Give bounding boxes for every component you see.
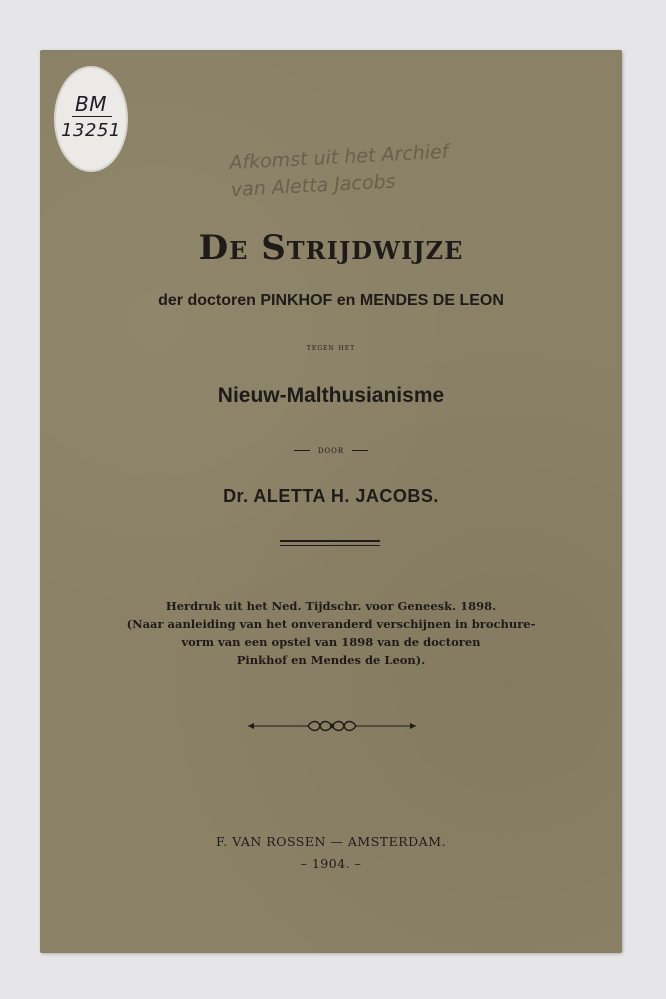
ornament-icon bbox=[246, 718, 418, 734]
cover-title: De Strijdwijze bbox=[198, 228, 464, 268]
door-line bbox=[40, 445, 622, 456]
reprint-note bbox=[40, 597, 622, 669]
handwritten-line-1: Afkomst uit het Archief bbox=[228, 140, 449, 175]
handwritten-note bbox=[229, 134, 541, 204]
author-name: Dr. ALETTA H. JACOBS. bbox=[223, 486, 439, 506]
reprint-line-4: Pinkhof en Mendes de Leon). bbox=[236, 653, 426, 667]
reprint-line-3: vorm van een opstel van 1898 van de doctoren bbox=[181, 635, 481, 649]
dash-left bbox=[294, 450, 310, 451]
double-rule bbox=[280, 540, 380, 546]
library-label bbox=[56, 68, 126, 170]
label-code: BM bbox=[56, 92, 126, 116]
book-cover bbox=[40, 50, 622, 953]
tegen-het-text: tegen het bbox=[306, 343, 356, 353]
reprint-line-1: Herdruk uit het Ned. Tijdschr. voor Geneesk. 1898. bbox=[165, 599, 497, 613]
reprint-line-2: (Naar aanleiding van het onveranderd verschijnen in brochure- bbox=[126, 617, 536, 631]
main-title: Nieuw-Malthusianisme bbox=[217, 384, 445, 407]
label-number: 13251 bbox=[61, 120, 121, 141]
cover-subtitle: der doctoren PINKHOF en MENDES DE LEON bbox=[158, 292, 504, 309]
publisher: F. VAN ROSSEN — AMSTERDAM. bbox=[216, 834, 446, 849]
publication-year: – 1904. – bbox=[300, 856, 362, 871]
dash-right bbox=[352, 450, 368, 451]
door-text: door bbox=[317, 445, 345, 456]
handwritten-line-2: van Aletta Jacobs bbox=[230, 170, 397, 202]
